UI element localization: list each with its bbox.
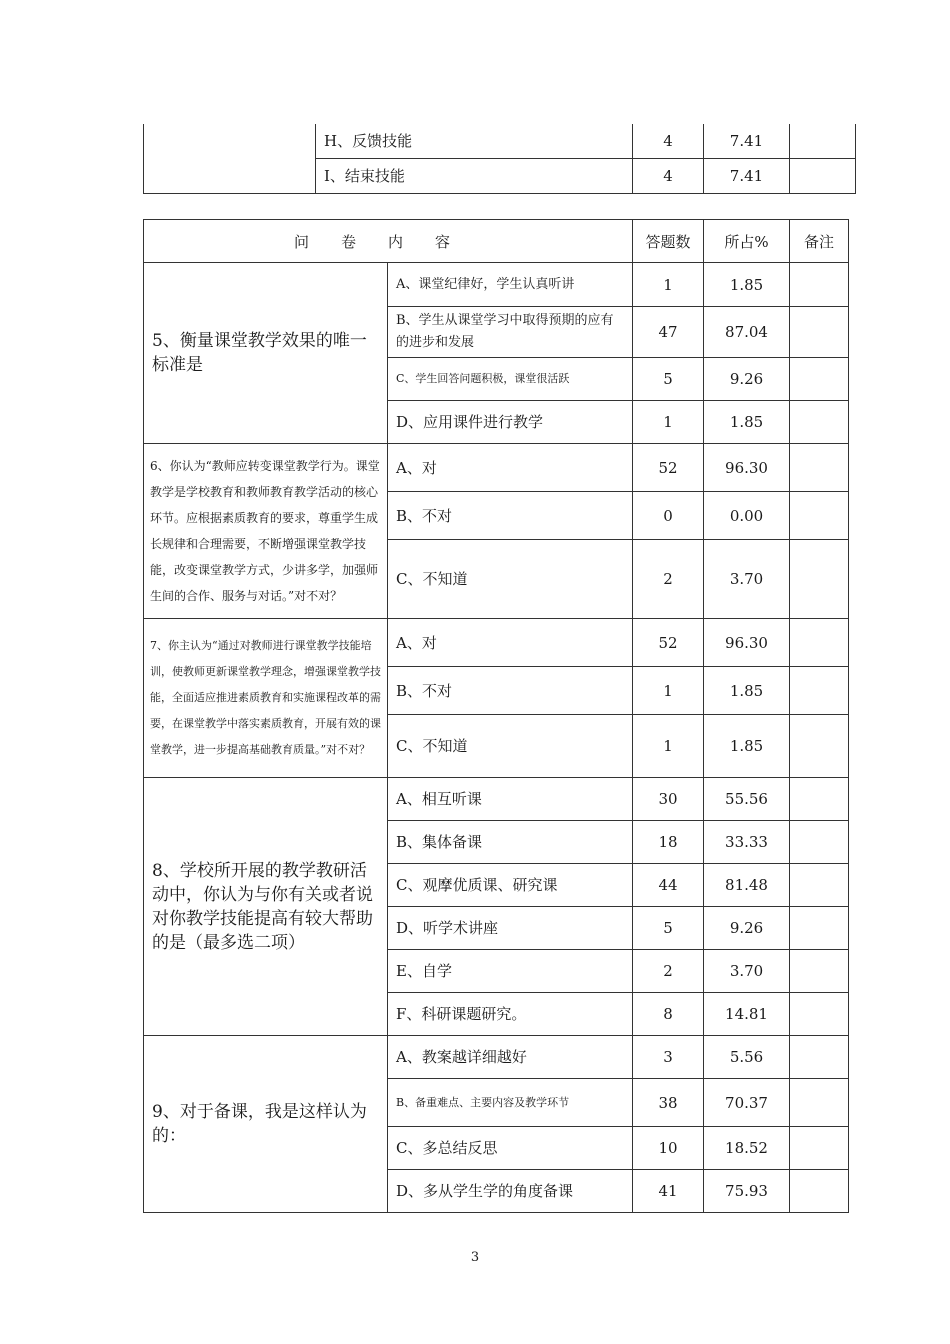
- note-cell: [790, 158, 856, 193]
- option-cell: A、对: [388, 444, 633, 492]
- option-cell: B、备重难点、主要内容及教学环节: [388, 1079, 633, 1127]
- header-title: 问卷内容: [144, 220, 633, 263]
- option-cell: B、不对: [388, 667, 633, 715]
- percent-cell: 1.85: [704, 263, 790, 307]
- count-cell: 47: [633, 307, 704, 358]
- header-row: [144, 220, 849, 263]
- note-cell: [790, 358, 849, 401]
- table-row: [144, 1036, 849, 1079]
- note-cell: [790, 1127, 849, 1170]
- option-cell: A、相互听课: [388, 778, 633, 821]
- count-cell: 5: [633, 358, 704, 401]
- percent-cell: 14.81: [704, 993, 790, 1036]
- percent-cell: 7.41: [704, 158, 790, 193]
- header-count: 答题数: [633, 220, 704, 263]
- table-row: [144, 124, 856, 158]
- question-5: 5、衡量课堂教学效果的唯一标准是: [144, 263, 388, 444]
- count-cell: 18: [633, 821, 704, 864]
- percent-cell: 1.85: [704, 715, 790, 778]
- count-cell: 52: [633, 444, 704, 492]
- count-cell: 2: [633, 950, 704, 993]
- count-cell: 1: [633, 401, 704, 444]
- option-cell: F、科研课题研究。: [388, 993, 633, 1036]
- option-cell: C、学生回答问题积极，课堂很活跃: [388, 358, 633, 401]
- percent-cell: 7.41: [704, 124, 790, 158]
- option-cell: A、教案越详细越好: [388, 1036, 633, 1079]
- note-cell: [790, 864, 849, 907]
- count-cell: 1: [633, 263, 704, 307]
- count-cell: 10: [633, 1127, 704, 1170]
- option-cell: A、课堂纪律好，学生认真听讲: [388, 263, 633, 307]
- option-cell: B、不对: [388, 492, 633, 540]
- header-note: 备注: [790, 220, 849, 263]
- note-cell: [790, 950, 849, 993]
- question-6: 6、你认为“教师应转变课堂教学行为。课堂教学是学校教育和教师教育教学活动的核心环节。应根据素质教育的要求，尊重学生成长规律和合理需要，不断增强课堂教学技能，改变课堂教学方式，少讲多学，加强师生间的合作、服务与对话。”对不对？: [144, 444, 388, 619]
- note-cell: [790, 492, 849, 540]
- option-cell: I、结束技能: [316, 158, 633, 193]
- percent-cell: 1.85: [704, 667, 790, 715]
- percent-cell: 70.37: [704, 1079, 790, 1127]
- note-cell: [790, 1036, 849, 1079]
- percent-cell: 33.33: [704, 821, 790, 864]
- note-cell: [790, 401, 849, 444]
- option-cell: C、不知道: [388, 715, 633, 778]
- question-9: 9、对于备课，我是这样认为的：: [144, 1036, 388, 1213]
- note-cell: [790, 993, 849, 1036]
- count-cell: 1: [633, 715, 704, 778]
- percent-cell: 9.26: [704, 907, 790, 950]
- option-cell: D、应用课件进行教学: [388, 401, 633, 444]
- count-cell: 3: [633, 1036, 704, 1079]
- note-cell: [790, 821, 849, 864]
- option-cell: D、听学术讲座: [388, 907, 633, 950]
- percent-cell: 9.26: [704, 358, 790, 401]
- header-percent: 所占%: [704, 220, 790, 263]
- percent-cell: 81.48: [704, 864, 790, 907]
- note-cell: [790, 444, 849, 492]
- percent-cell: 87.04: [704, 307, 790, 358]
- count-cell: 8: [633, 993, 704, 1036]
- option-cell: A、对: [388, 619, 633, 667]
- percent-cell: 3.70: [704, 950, 790, 993]
- note-cell: [790, 307, 849, 358]
- survey-table: [143, 219, 849, 1213]
- note-cell: [790, 124, 856, 158]
- option-cell: H、反馈技能: [316, 124, 633, 158]
- option-cell: B、学生从课堂学习中取得预期的应有的进步和发展: [388, 307, 633, 358]
- continuation-table: [143, 124, 856, 194]
- count-cell: 38: [633, 1079, 704, 1127]
- question-8: 8、学校所开展的教学教研活动中，你认为与你有关或者说对你教学技能提高有较大帮助的是（最多选二项）: [144, 778, 388, 1036]
- page-number: 3: [470, 1250, 480, 1265]
- table-row: [144, 778, 849, 821]
- question-7: 7、你主认为“通过对教师进行课堂教学技能培训，使教师更新课堂教学理念，增强课堂教学技能，全面适应推进素质教育和实施课程改革的需要，在课堂教学中落实素质教育，开展有效的课堂教学，进一步提高基础教育质量。”对不对？: [144, 619, 388, 778]
- note-cell: [790, 263, 849, 307]
- option-cell: E、自学: [388, 950, 633, 993]
- table-row: [144, 619, 849, 667]
- option-cell: D、多从学生学的角度备课: [388, 1170, 633, 1213]
- note-cell: [790, 778, 849, 821]
- count-cell: 5: [633, 907, 704, 950]
- table-row: [144, 444, 849, 492]
- percent-cell: 5.56: [704, 1036, 790, 1079]
- percent-cell: 18.52: [704, 1127, 790, 1170]
- percent-cell: 75.93: [704, 1170, 790, 1213]
- option-cell: C、不知道: [388, 540, 633, 619]
- note-cell: [790, 1170, 849, 1213]
- count-cell: 4: [633, 124, 704, 158]
- percent-cell: 96.30: [704, 444, 790, 492]
- percent-cell: 0.00: [704, 492, 790, 540]
- percent-cell: 1.85: [704, 401, 790, 444]
- count-cell: 52: [633, 619, 704, 667]
- note-cell: [790, 667, 849, 715]
- note-cell: [790, 715, 849, 778]
- count-cell: 1: [633, 667, 704, 715]
- note-cell: [790, 540, 849, 619]
- option-cell: C、多总结反思: [388, 1127, 633, 1170]
- percent-cell: 3.70: [704, 540, 790, 619]
- note-cell: [790, 1079, 849, 1127]
- count-cell: 41: [633, 1170, 704, 1213]
- option-cell: C、观摩优质课、研究课: [388, 864, 633, 907]
- count-cell: 30: [633, 778, 704, 821]
- table-row: [144, 263, 849, 307]
- note-cell: [790, 619, 849, 667]
- count-cell: 2: [633, 540, 704, 619]
- percent-cell: 55.56: [704, 778, 790, 821]
- note-cell: [790, 907, 849, 950]
- option-cell: B、集体备课: [388, 821, 633, 864]
- count-cell: 0: [633, 492, 704, 540]
- count-cell: 4: [633, 158, 704, 193]
- percent-cell: 96.30: [704, 619, 790, 667]
- question-cell-empty: [144, 124, 316, 193]
- count-cell: 44: [633, 864, 704, 907]
